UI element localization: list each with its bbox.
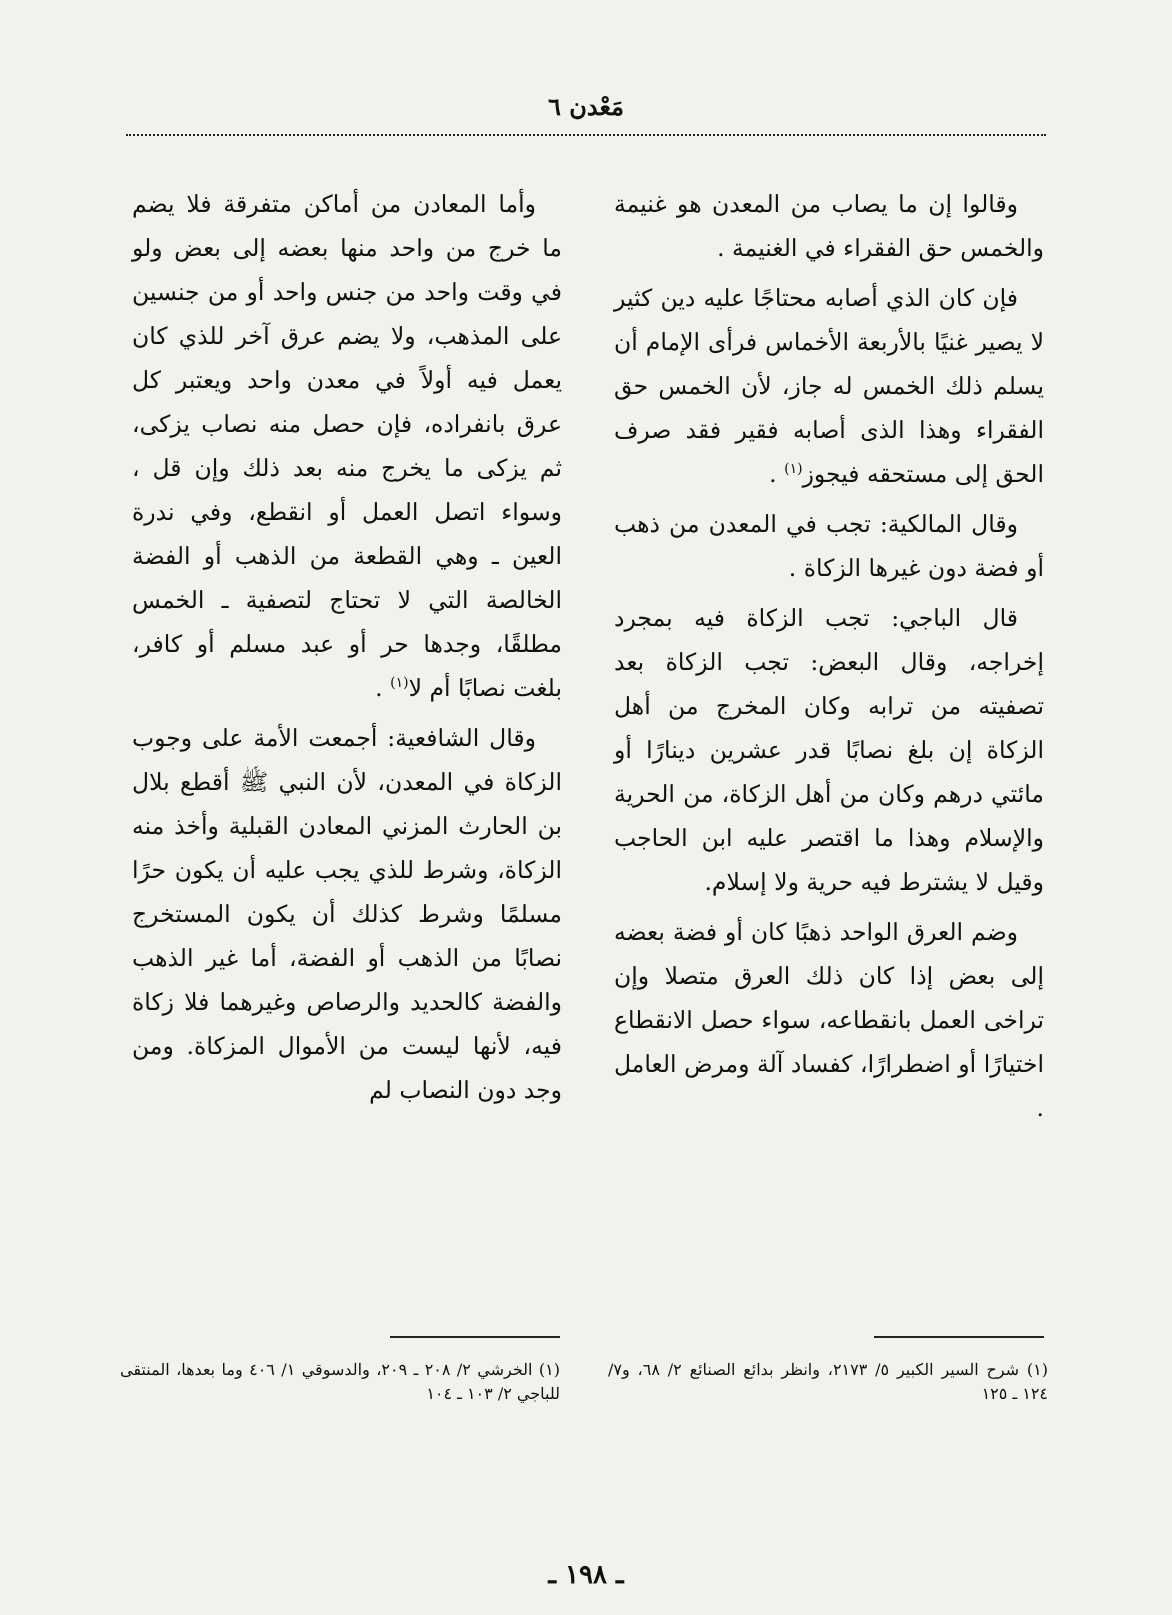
footnote-rule-left xyxy=(390,1336,560,1338)
paragraph-text: فإن كان الذي أصابه محتاجًا عليه دين كثير لا يصير غنيًا بالأربعة الأخماس فرأى الإمام أن يسلم ذلك الخمس له جاز، لأن الخمس حق الفقراء وهذا الذى أصابه فقير فقد صرف الحق إلى مستحقه فيجوز xyxy=(614,284,1044,488)
paragraph: وضم العرق الواحد ذهبًا كان أو فضة بعضه إلى بعض إذا كان ذلك العرق متصلا وإن تراخى العمل بانقطاعه، سواء حصل الانقطاع اختيارًا أو اضطرارًا، كفساد آلة ومرض العامل . xyxy=(614,918,1044,1122)
page-header-title: مَعْدن ٦ xyxy=(548,92,624,121)
left-column xyxy=(132,182,562,1118)
footnote-left: (١) الخرشي ٢/ ٢٠٨ ـ ٢٠٩، والدسوقي ١/ ٤٠٦ وما بعدها، المنتقى للباجي ٢/ ١٠٣ ـ ١٠٤ xyxy=(120,1360,561,1403)
footnote-rule-right xyxy=(874,1336,1044,1338)
footnote-right: (١) شرح السير الكبير ٥/ ٢١٧٣، وانظر بدائع الصنائع ٢/ ٦٨، و٧/ ١٢٤ ـ ١٢٥ xyxy=(608,1360,1049,1403)
paragraph: وقال المالكية: تجب في المعدن من ذهب أو فضة دون غيرها الزكاة . xyxy=(614,510,1044,582)
footnote-reference: (١) xyxy=(390,675,409,692)
paragraph: وقال الشافعية: أجمعت الأمة على وجوب الزكاة في المعدن، لأن النبي ﷺ أقطع بلال بن الحارث المزني المعادن القبلية وأخذ منه الزكاة، وشرط للذي يجب عليه أن يكون حرًا مسلمًا وشرط كذلك أن يكون المستخرج نصابًا من الذهب أو الفضة، أما غير الذهب والفضة كالحديد والرصاص وغيرهما فلا زكاة فيه، لأنها ليست من الأموال المزكاة. ومن وجد دون النصاب لم xyxy=(132,724,562,1104)
paragraph xyxy=(132,182,562,710)
paragraph: قال الباجي: تجب الزكاة فيه بمجرد إخراجه، وقال البعض: تجب الزكاة بعد تصفيته من ترابه وكان المخرج من أهل الزكاة إن بلغ نصابًا قدر عشرين دينارًا أو مائتي درهم وكان من أهل الزكاة، من الحرية والإسلام وهذا ما اقتصر عليه ابن الحاجب وقيل لا يشترط فيه حرية ولا إسلام. xyxy=(614,604,1044,896)
paragraph-end: . xyxy=(769,460,785,488)
right-column xyxy=(614,182,1044,1136)
paragraph-end: . xyxy=(375,674,391,702)
paragraph: وقالوا إن ما يصاب من المعدن هو غنيمة والخمس حق الفقراء في الغنيمة . xyxy=(614,190,1044,262)
header-dotted-rule xyxy=(126,134,1046,136)
page-number: ـ ١٩٨ ـ xyxy=(548,1560,624,1590)
footnote-reference: (١) xyxy=(784,461,803,478)
paragraph xyxy=(614,276,1044,496)
paragraph-text: وأما المعادن من أماكن متفرقة فلا يضم ما خرج من واحد منها بعضه إلى بعض ولو في وقت واحد من جنس واحد أو من جنسين على المذهب، ولا يضم عرق آخر للذي كان يعمل فيه أولاً في معدن واحد ويعتبر كل عرق بانفراده، فإن حصل منه نصاب يزكى، ثم يزكى ما يخرج منه بعد ذلك وإن قل ، وسواء اتصل العمل أو انقطع، وفي ندرة العين ـ وهي القطعة من الذهب أو الفضة الخالصة التي لا تحتاج لتصفية ـ الخمس مطلقًا، وجدها حر أو عبد مسلم أو كافر، بلغت نصابًا أم لا xyxy=(132,190,562,702)
